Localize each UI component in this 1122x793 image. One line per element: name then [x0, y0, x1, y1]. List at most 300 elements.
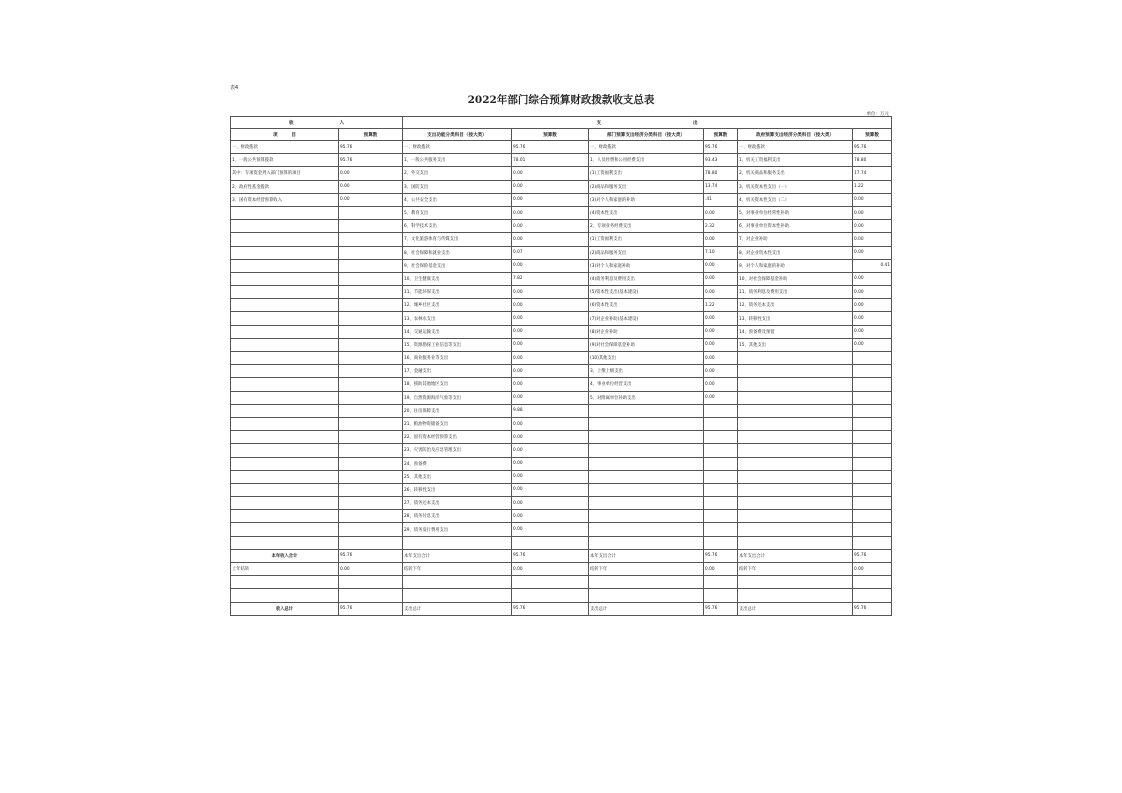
- income-item: [231, 444, 339, 457]
- page-title: 2022年部门综合预算财政拨款收支总表: [467, 94, 655, 106]
- func-class-value: 0.00: [512, 180, 589, 193]
- func-class-item: 17、金融支出: [403, 365, 512, 378]
- func-class-item: 28、债务付息支出: [403, 510, 512, 523]
- gov-econ-value: [853, 510, 892, 523]
- table-row: [231, 246, 892, 259]
- func-class-value: 0.00: [512, 286, 589, 299]
- income-value: [339, 497, 403, 510]
- dept-econ-value: 1.22: [704, 299, 738, 312]
- func-class-value: 0.00: [512, 483, 589, 496]
- gov-econ-value: 0.00: [853, 233, 892, 246]
- income-item: [231, 404, 339, 417]
- func-class-item: 12、城乡社区支出: [403, 299, 512, 312]
- gov-econ-item: [738, 523, 853, 536]
- dept-econ-item: [589, 404, 704, 417]
- gov-econ-item: [738, 497, 853, 510]
- func-class-item: 22、国有资本经营预算支出: [403, 431, 512, 444]
- gov-econ-item: 6、对事业单位资本性补助: [738, 220, 853, 233]
- table-row: [231, 404, 892, 417]
- gov-econ-value: 0.00: [853, 338, 892, 351]
- income-item: [231, 286, 339, 299]
- table-row: [231, 378, 892, 391]
- func-class-item: 一、财政拨款: [403, 141, 512, 154]
- func-class-item: 27、债务还本支出: [403, 497, 512, 510]
- income-value: [339, 286, 403, 299]
- income-value: 0.00: [339, 193, 403, 206]
- table-row: [231, 299, 892, 312]
- income-value: [339, 246, 403, 259]
- income-item: [231, 431, 339, 444]
- func-class-value: 0.00: [512, 378, 589, 391]
- income-section-header: 收 入: [231, 117, 403, 129]
- blank-row: [231, 576, 892, 589]
- table-row: [231, 193, 892, 206]
- table-row: [231, 431, 892, 444]
- func-class-item: 9、社会保险基金支出: [403, 259, 512, 272]
- income-item: 一、财政拨款: [231, 141, 339, 154]
- func-class-value: 0.00: [512, 233, 589, 246]
- dept-econ-item: (6)资本性支出: [589, 299, 704, 312]
- func-class-value: 0.00: [512, 206, 589, 219]
- income-item: [231, 299, 339, 312]
- func-class-value: 0.00: [512, 497, 589, 510]
- income-item: [231, 391, 339, 404]
- income-value: 0.00: [339, 180, 403, 193]
- table-row: [231, 141, 892, 154]
- year-expense-total-label: 本年支出合计: [738, 549, 853, 562]
- gov-econ-item: [738, 483, 853, 496]
- income-value: [339, 457, 403, 470]
- gov-econ-value: [853, 431, 892, 444]
- gov-econ-item: [738, 470, 853, 483]
- gov-econ-value: [853, 497, 892, 510]
- gov-econ-item: 5、对事业单位经常性补助: [738, 206, 853, 219]
- dept-econ-item: (5)资本性支出(基本建设): [589, 286, 704, 299]
- dept-econ-item: (4)债务利息及费用支出: [589, 272, 704, 285]
- func-class-value: 0.00: [512, 523, 589, 536]
- table-row: [231, 338, 892, 351]
- income-value: 95.76: [339, 154, 403, 167]
- total-expense-value: 95.76: [704, 602, 738, 615]
- func-class-value: 0.00: [512, 167, 589, 180]
- total-expense-value: 95.76: [853, 602, 892, 615]
- dept-econ-item: [589, 483, 704, 496]
- unit-label: 单位：万元: [866, 112, 889, 117]
- table-number-tag: 表4: [230, 85, 239, 91]
- table-row: [231, 365, 892, 378]
- func-class-value: 0.00: [512, 259, 589, 272]
- dept-econ-value: 78.80: [704, 167, 738, 180]
- income-item: [231, 312, 339, 325]
- year-expense-total-value: 95.76: [853, 549, 892, 562]
- year-expense-total-label: 本年支出合计: [589, 549, 704, 562]
- dept-econ-item: [589, 417, 704, 430]
- func-class-value: 0.00: [512, 391, 589, 404]
- income-value: [339, 404, 403, 417]
- income-value: [339, 391, 403, 404]
- func-class-item: 1、一般公共服务支出: [403, 154, 512, 167]
- dept-econ-item: (8)对企业补助: [589, 325, 704, 338]
- table-row: [231, 233, 892, 246]
- func-class-value: 0.00: [512, 417, 589, 430]
- dept-econ-value: [704, 444, 738, 457]
- func-class-value: 95.76: [512, 141, 589, 154]
- dept-econ-item: 1、人员经费和公用经费支出: [589, 154, 704, 167]
- func-class-value: 0.00: [512, 365, 589, 378]
- carry-in-value: 0.00: [339, 563, 403, 576]
- gov-econ-value: [853, 404, 892, 417]
- func-class-item: 15、资源勘探工业信息等支出: [403, 338, 512, 351]
- income-item: [231, 510, 339, 523]
- total-expense-label: 支出总计: [403, 602, 512, 615]
- dept-econ-value: [704, 457, 738, 470]
- income-value: [339, 272, 403, 285]
- gov-econ-item: 13、转移性支出: [738, 312, 853, 325]
- income-item: [231, 338, 339, 351]
- dept-econ-value: 93.43: [704, 154, 738, 167]
- dept-econ-item: (3)对个人和家庭补助: [589, 259, 704, 272]
- income-item: [231, 272, 339, 285]
- dept-econ-value: [704, 510, 738, 523]
- gov-econ-item: 10、对社会保障基金补助: [738, 272, 853, 285]
- total-expense-label: 支出总计: [738, 602, 853, 615]
- dept-econ-item: [589, 470, 704, 483]
- func-class-item: 24、预备费: [403, 457, 512, 470]
- gov-econ-item: [738, 391, 853, 404]
- income-item: [231, 378, 339, 391]
- dept-econ-value: 0.00: [704, 378, 738, 391]
- table-row: [231, 220, 892, 233]
- dept-econ-value: [704, 470, 738, 483]
- table-row: [231, 417, 892, 430]
- income-value: [339, 510, 403, 523]
- func-class-item: 13、农林水支出: [403, 312, 512, 325]
- year-expense-total-value: 95.76: [512, 549, 589, 562]
- income-item: [231, 457, 339, 470]
- col-header-func-class: 支出功能分类科目（按大类）: [403, 129, 512, 141]
- dept-econ-item: (1)工资福利支出: [589, 167, 704, 180]
- year-total-row: [231, 549, 892, 562]
- dept-econ-value: 95.76: [704, 141, 738, 154]
- gov-econ-item: [738, 365, 853, 378]
- dept-econ-item: (3)对个人和家庭的补助: [589, 193, 704, 206]
- income-value: [339, 417, 403, 430]
- dept-econ-item: (1)工资福利支出: [589, 233, 704, 246]
- gov-econ-value: 0.00: [853, 193, 892, 206]
- total-expense-label: 支出总计: [589, 602, 704, 615]
- gov-econ-item: 12、债务还本支出: [738, 299, 853, 312]
- gov-econ-value: 0.00: [853, 325, 892, 338]
- income-item: [231, 352, 339, 365]
- income-value: [339, 338, 403, 351]
- income-value: 0.00: [339, 167, 403, 180]
- table-row: [231, 483, 892, 496]
- dept-econ-item: (10)其他支出: [589, 352, 704, 365]
- table-row: [231, 470, 892, 483]
- blank-row: [231, 589, 892, 602]
- table-row: [231, 167, 892, 180]
- table-row: [231, 523, 892, 536]
- func-class-item: 4、公共安全支出: [403, 193, 512, 206]
- carry-out-label: 结转下年: [403, 563, 512, 576]
- gov-econ-item: [738, 431, 853, 444]
- gov-econ-value: [853, 470, 892, 483]
- year-expense-total-label: 本年支出合计: [403, 549, 512, 562]
- income-item: 1、一般公共预算拨款: [231, 154, 339, 167]
- func-class-item: 6、科学技术支出: [403, 220, 512, 233]
- dept-econ-item: 4、事业单位经营支出: [589, 378, 704, 391]
- gov-econ-item: 9、对个人和家庭的补助: [738, 259, 853, 272]
- totals-section: [231, 536, 892, 615]
- table-row: [231, 325, 892, 338]
- dept-econ-value: 0.00: [704, 338, 738, 351]
- func-class-item: 20、住房保障支出: [403, 404, 512, 417]
- dept-econ-item: [589, 510, 704, 523]
- dept-econ-value: .41: [704, 193, 738, 206]
- year-expense-total-value: 95.76: [704, 549, 738, 562]
- gov-econ-value: 0.00: [853, 299, 892, 312]
- table-row: [231, 312, 892, 325]
- income-item: [231, 365, 339, 378]
- gov-econ-value: [853, 417, 892, 430]
- dept-econ-value: 7.10: [704, 246, 738, 259]
- dept-econ-value: 0.00: [704, 272, 738, 285]
- dept-econ-item: 2、专项业务经费支出: [589, 220, 704, 233]
- dept-econ-item: [589, 457, 704, 470]
- income-item: [231, 246, 339, 259]
- func-class-item: 10、卫生健康支出: [403, 272, 512, 285]
- dept-econ-item: [589, 444, 704, 457]
- func-class-value: 0.00: [512, 457, 589, 470]
- func-class-item: 29、债务发行费用支出: [403, 523, 512, 536]
- table-row: [231, 391, 892, 404]
- table-row: [231, 259, 892, 272]
- dept-econ-value: [704, 497, 738, 510]
- income-value: [339, 523, 403, 536]
- func-class-item: 2、外交支出: [403, 167, 512, 180]
- income-item: [231, 220, 339, 233]
- gov-econ-value: [853, 352, 892, 365]
- col-header-budget: 预算数: [704, 129, 738, 141]
- func-class-item: 16、商业服务业等支出: [403, 352, 512, 365]
- col-header-budget: 预算数: [339, 129, 403, 141]
- gov-econ-item: 3、机关资本性支出（一）: [738, 180, 853, 193]
- income-item: 3、国有资本经营预算收入: [231, 193, 339, 206]
- gov-econ-item: [738, 457, 853, 470]
- table-row: [231, 286, 892, 299]
- income-value: [339, 470, 403, 483]
- func-class-item: 7、文化旅游体育与传媒支出: [403, 233, 512, 246]
- func-class-value: 0.00: [512, 220, 589, 233]
- func-class-item: 8、社会保障和就业支出: [403, 246, 512, 259]
- expense-section-header: 支 出: [403, 117, 892, 129]
- gov-econ-value: 1.22: [853, 180, 892, 193]
- table-body: [231, 141, 892, 537]
- dept-econ-value: 0.00: [704, 312, 738, 325]
- dept-econ-item: (7)对企业补助(基本建设): [589, 312, 704, 325]
- header-row-columns: [231, 129, 892, 141]
- table-row: [231, 206, 892, 219]
- dept-econ-value: 13.74: [704, 180, 738, 193]
- income-item: [231, 497, 339, 510]
- gov-econ-item: 4、机关资本性支出（二）: [738, 193, 853, 206]
- income-item: [231, 417, 339, 430]
- func-class-value: 0.00: [512, 325, 589, 338]
- budget-summary-table: [230, 116, 892, 616]
- gov-econ-item: [738, 444, 853, 457]
- func-class-item: 21、粮油物资储备支出: [403, 417, 512, 430]
- carry-out-label: 结转下年: [738, 563, 853, 576]
- income-value: [339, 325, 403, 338]
- gov-econ-value: 78.80: [853, 154, 892, 167]
- col-header-item: 项 目: [231, 129, 339, 141]
- dept-econ-value: 0.00: [704, 206, 738, 219]
- table-row: [231, 497, 892, 510]
- dept-econ-value: 0.00: [704, 325, 738, 338]
- income-value: [339, 220, 403, 233]
- func-class-item: 19、自然资源海洋气象等支出: [403, 391, 512, 404]
- dept-econ-value: 0.00: [704, 352, 738, 365]
- table-row: [231, 457, 892, 470]
- dept-econ-item: (2)商品和服务支出: [589, 246, 704, 259]
- gov-econ-item: [738, 404, 853, 417]
- income-item: [231, 206, 339, 219]
- dept-econ-value: 0.00: [704, 391, 738, 404]
- gov-econ-value: [853, 391, 892, 404]
- dept-econ-value: [704, 404, 738, 417]
- table-row: [231, 272, 892, 285]
- income-value: [339, 352, 403, 365]
- gov-econ-item: [738, 378, 853, 391]
- dept-econ-value: 0.00: [704, 233, 738, 246]
- year-income-total-value: 95.76: [339, 549, 403, 562]
- income-item: 2、政府性基金拨款: [231, 180, 339, 193]
- func-class-value: 0.07: [512, 246, 589, 259]
- total-expense-value: 95.76: [512, 602, 589, 615]
- dept-econ-value: 2.32: [704, 220, 738, 233]
- gov-econ-item: [738, 352, 853, 365]
- income-value: [339, 444, 403, 457]
- dept-econ-item: 一、财政拨款: [589, 141, 704, 154]
- gov-econ-item: 8、对企业资本性支出: [738, 246, 853, 259]
- income-item: [231, 483, 339, 496]
- carry-row: [231, 563, 892, 576]
- func-class-item: 23、灾害防治及应急管理支出: [403, 444, 512, 457]
- gov-econ-value: [853, 365, 892, 378]
- carry-out-value: 0.00: [512, 563, 589, 576]
- func-class-item: 25、其他支出: [403, 470, 512, 483]
- table-row: [231, 180, 892, 193]
- gov-econ-item: [738, 510, 853, 523]
- func-class-value: 0.00: [512, 444, 589, 457]
- gov-econ-value: 0.00: [853, 312, 892, 325]
- income-item: [231, 325, 339, 338]
- dept-econ-item: 5、对附属单位补助支出: [589, 391, 704, 404]
- gov-econ-value: [853, 457, 892, 470]
- dept-econ-value: 0.00: [704, 365, 738, 378]
- dept-econ-item: [589, 497, 704, 510]
- gov-econ-value: [853, 378, 892, 391]
- func-class-item: 5、教育支出: [403, 206, 512, 219]
- col-header-budget: 预算数: [512, 129, 589, 141]
- dept-econ-item: (4)资本性支出: [589, 206, 704, 219]
- func-class-value: 0.00: [512, 299, 589, 312]
- gov-econ-value: 0.41: [853, 259, 892, 272]
- col-header-dept-econ-class: 部门预算支出经济分类科目（按大类）: [589, 129, 704, 141]
- func-class-item: 14、交通运输支出: [403, 325, 512, 338]
- income-value: [339, 206, 403, 219]
- gov-econ-item: 15、其他支出: [738, 338, 853, 351]
- col-header-budget: 预算数: [853, 129, 892, 141]
- income-value: [339, 378, 403, 391]
- income-item: 其中：专项资金列入部门预算的项目: [231, 167, 339, 180]
- gov-econ-item: 2、机关商品和服务支出: [738, 167, 853, 180]
- income-value: [339, 312, 403, 325]
- carry-in-label: 上年结转: [231, 563, 339, 576]
- dept-econ-item: 3、上缴上级支出: [589, 365, 704, 378]
- gov-econ-item: 一、财政拨款: [738, 141, 853, 154]
- func-class-item: 11、节能环保支出: [403, 286, 512, 299]
- gov-econ-item: 14、预备费及预留: [738, 325, 853, 338]
- gov-econ-value: 0.00: [853, 272, 892, 285]
- func-class-item: 18、援助其他地区支出: [403, 378, 512, 391]
- dept-econ-item: [589, 431, 704, 444]
- gov-econ-value: 0.00: [853, 246, 892, 259]
- gov-econ-value: 95.76: [853, 141, 892, 154]
- func-class-value: 9.88: [512, 404, 589, 417]
- gov-econ-item: 7、对企业补助: [738, 233, 853, 246]
- table-row: [231, 352, 892, 365]
- income-item: [231, 233, 339, 246]
- dept-econ-value: 0.00: [704, 259, 738, 272]
- income-value: [339, 259, 403, 272]
- income-value: [339, 233, 403, 246]
- func-class-value: 78.01: [512, 154, 589, 167]
- income-item: [231, 470, 339, 483]
- total-income-label: 收入总计: [231, 602, 339, 615]
- func-class-value: 0.00: [512, 312, 589, 325]
- table-row: [231, 444, 892, 457]
- total-income-value: 95.76: [339, 602, 403, 615]
- table-row: [231, 154, 892, 167]
- dept-econ-item: (9)对社会保障基金补助: [589, 338, 704, 351]
- year-income-total-label: 本年收入合计: [231, 549, 339, 562]
- income-item: [231, 523, 339, 536]
- dept-econ-value: [704, 483, 738, 496]
- gov-econ-value: 0.00: [853, 286, 892, 299]
- func-class-value: 0.00: [512, 510, 589, 523]
- income-value: [339, 365, 403, 378]
- gov-econ-item: 1、机关工资福利支出: [738, 154, 853, 167]
- dept-econ-value: [704, 431, 738, 444]
- income-value: 95.76: [339, 141, 403, 154]
- dept-econ-value: [704, 523, 738, 536]
- dept-econ-value: [704, 417, 738, 430]
- func-class-value: 0.00: [512, 470, 589, 483]
- gov-econ-value: [853, 483, 892, 496]
- func-class-value: 0.00: [512, 352, 589, 365]
- gov-econ-value: 0.00: [853, 206, 892, 219]
- func-class-value: 0.00: [512, 338, 589, 351]
- func-class-value: 0.00: [512, 193, 589, 206]
- header-row-sections: [231, 117, 892, 129]
- income-value: [339, 483, 403, 496]
- gov-econ-value: 17.74: [853, 167, 892, 180]
- func-class-value: 7.82: [512, 272, 589, 285]
- table-row: [231, 510, 892, 523]
- col-header-gov-econ-class: 政府预算支出经济分类科目（按大类）: [738, 129, 853, 141]
- gov-econ-item: 11、债务利息及费用支出: [738, 286, 853, 299]
